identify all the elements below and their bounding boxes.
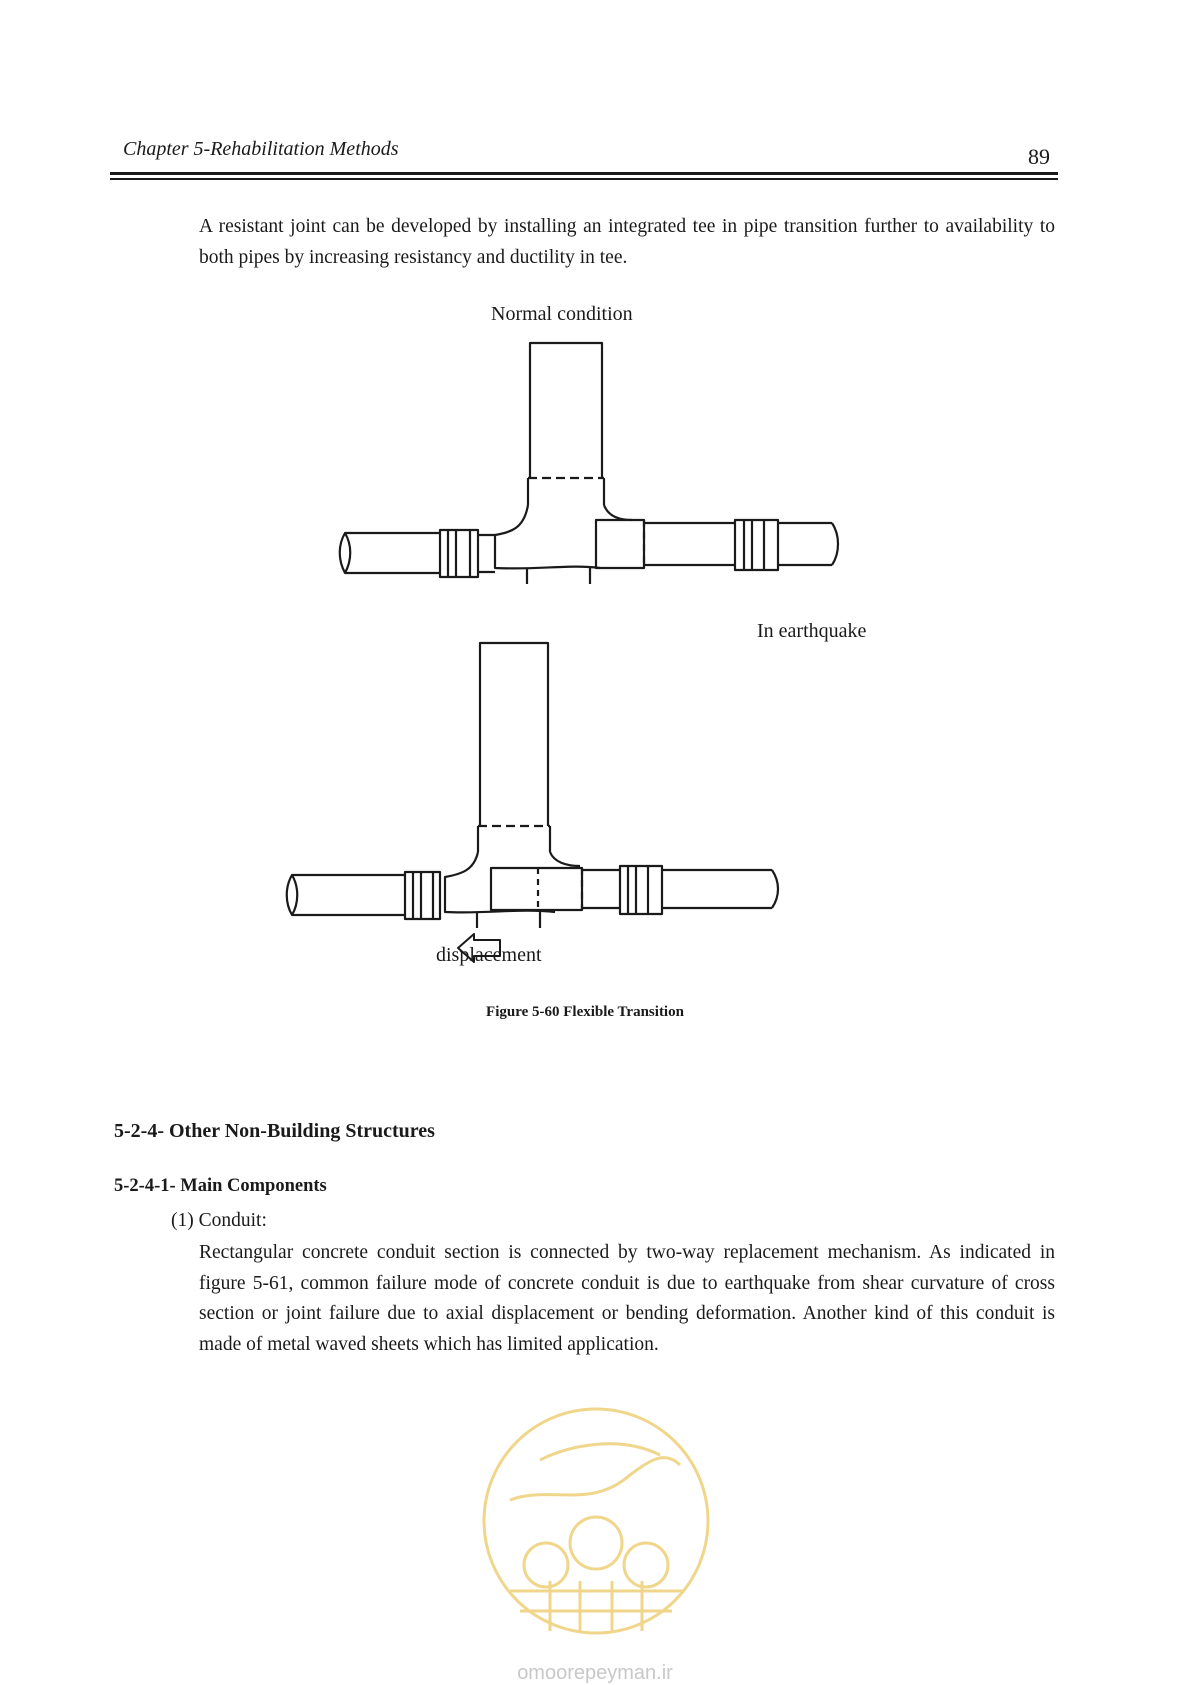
chapter-title: Chapter 5-Rehabilitation Methods bbox=[123, 138, 399, 160]
page-number: 89 bbox=[1028, 144, 1050, 169]
earthquake-label: In earthquake bbox=[757, 620, 867, 642]
figure-caption: Figure 5-60 Flexible Transition bbox=[486, 1004, 684, 1020]
earthquake-drawing bbox=[287, 643, 778, 962]
section-heading: 5-2-4- Other Non-Building Structures bbox=[114, 1120, 435, 1142]
displacement-label: displacement bbox=[436, 944, 542, 966]
watermark-seal-logo bbox=[480, 1405, 712, 1637]
normal-condition-drawing bbox=[340, 343, 838, 584]
conduit-paragraph: Rectangular concrete conduit section is connected by two-way replacement mechanism. As indicated in figure 5-61, common failure mode of concrete conduit is due to earthquake from shear curvature of cross section or joint failure due to axial displacement or bending deformation. Another kind of this conduit is made of metal waved sheets which has limited application. bbox=[199, 1242, 1055, 1355]
subsection-heading: 5-2-4-1- Main Components bbox=[114, 1176, 327, 1196]
list-item-label: (1) Conduit: bbox=[171, 1210, 267, 1231]
intro-paragraph: A resistant joint can be developed by installing an integrated tee in pipe transition further to availability to both pipes by increasing resistancy and ductility in tee. bbox=[199, 216, 1055, 268]
watermark-site: omoorepeyman.ir bbox=[517, 1662, 673, 1684]
normal-condition-label: Normal condition bbox=[491, 303, 633, 325]
